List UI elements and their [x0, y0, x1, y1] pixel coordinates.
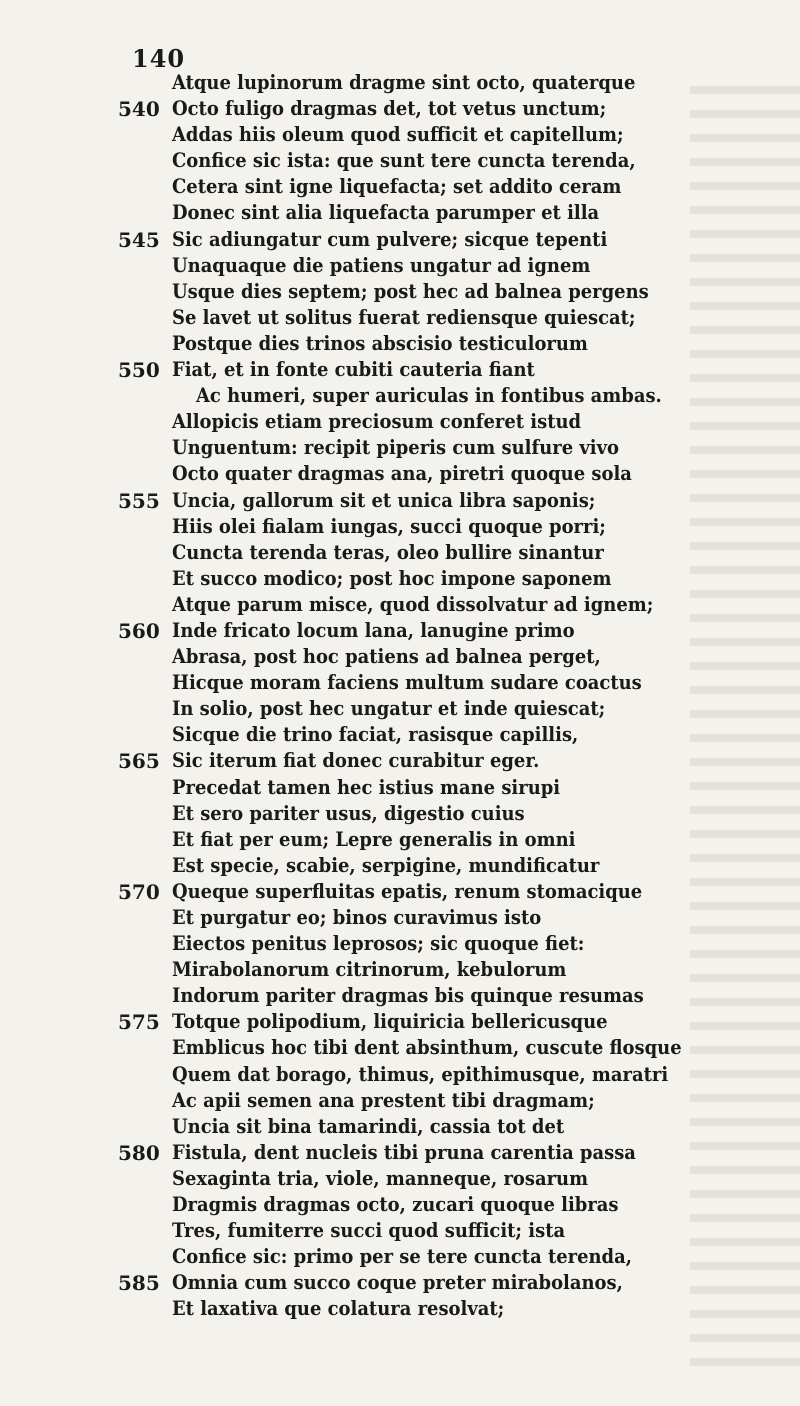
verse-text: Ac humeri, super auriculas in fontibus ambas. — [196, 384, 662, 408]
line-number: 575 — [118, 1010, 160, 1035]
verse-line — [118, 1218, 678, 1244]
verse-line — [118, 279, 678, 305]
verse-text: Et purgatur eo; binos curavimus isto — [172, 906, 542, 929]
verse-line — [118, 1296, 678, 1322]
verse-text: Se lavet ut solitus fuerat rediensque quiescat; — [172, 305, 636, 329]
verse-text: Et succo modico; post hoc impone saponem — [172, 566, 612, 590]
verse-text: Inde fricato locum lana, lanugine primo — [172, 618, 575, 642]
verse-text: Eiectos penitus leprosos; sic quoque fiet: — [172, 932, 585, 956]
verse-text: Omnia cum succo coque preter mirabolanos, — [172, 1271, 623, 1295]
verse-line — [118, 983, 678, 1009]
verse-text: Totque polipodium, liquiricia bellericusque — [172, 1010, 608, 1034]
verse-text: Est specie, scabie, serpigine, mundificatur — [172, 853, 600, 877]
verse-line — [118, 827, 678, 853]
line-number: 580 — [118, 1140, 160, 1165]
verse-text: Unaquaque die patiens ungatur ad ignem — [172, 253, 591, 277]
verse-text: Sic iterum fiat donec curabitur eger. — [172, 749, 540, 773]
verse-text: Abrasa, post hoc patiens ad balnea perget, — [172, 645, 601, 669]
verse-line — [118, 748, 678, 774]
verse-text: Dragmis dragmas octo, zucari quoque libras — [172, 1193, 619, 1217]
verse-text: Queque superfluitas epatis, renum stomacique — [172, 879, 643, 903]
verse-text: Hicque moram faciens multum sudare coactus — [172, 671, 642, 695]
verse-text: Addas hiis oleum quod sufficit et capitellum; — [172, 123, 624, 147]
verse-text: Confice sic ista: que sunt tere cuncta terenda, — [172, 149, 636, 173]
verse-text: Ac apii semen ana prestent tibi dragmam; — [172, 1088, 595, 1112]
verse-text: Octo fuligo dragmas det, tot vetus unctum; — [172, 97, 607, 121]
verse-line — [118, 514, 678, 540]
verse-text: Fiat, et in fonte cubiti cauteria fiant — [172, 358, 535, 382]
verse-line — [118, 1244, 678, 1270]
line-number: 540 — [118, 97, 160, 122]
verse-line — [118, 775, 678, 801]
verse-line — [118, 905, 678, 931]
verse-text: In solio, post hec ungatur et inde quiescat; — [172, 697, 606, 721]
verse-text: Et laxativa que colatura resolvat; — [172, 1297, 505, 1321]
verse-text: Donec sint alia liquefacta parumper et illa — [172, 201, 600, 225]
verse-line — [118, 670, 678, 696]
verse-line — [118, 644, 678, 670]
verse-line — [118, 1114, 678, 1140]
verse-line — [118, 696, 678, 722]
verse-line — [118, 879, 678, 905]
verse-text: Atque parum misce, quod dissolvatur ad ignem; — [172, 592, 654, 616]
verse-line — [118, 305, 678, 331]
line-number: 570 — [118, 879, 160, 904]
verse-line — [118, 1088, 678, 1114]
verse-line — [118, 853, 678, 879]
verse-line — [118, 331, 678, 357]
verse-line — [118, 931, 678, 957]
verse-line — [118, 383, 678, 409]
verse-line — [118, 227, 678, 253]
verse-text: Unguentum: recipit piperis cum sulfure vivo — [172, 436, 620, 460]
verse-text: Indorum pariter dragmas bis quinque resumas — [172, 984, 644, 1008]
verse-line — [118, 801, 678, 827]
verse-text: Allopicis etiam preciosum conferet istud — [172, 410, 582, 434]
verse-text: Confice sic: primo per se tere cuncta terenda, — [172, 1245, 632, 1269]
verse-column — [118, 70, 682, 1323]
verse-line — [118, 1166, 678, 1192]
page-number: 140 — [132, 44, 186, 73]
verse-text: Octo quater dragmas ana, piretri quoque sola — [172, 462, 632, 486]
verse-text: Tres, fumiterre succi quod sufficit; ista — [172, 1219, 566, 1243]
verse-text: Hiis olei fialam iungas, succi quoque porri; — [172, 514, 606, 538]
verse-text: Cetera sint igne liquefacta; set addito ceram — [172, 175, 622, 199]
verse-line — [118, 96, 678, 122]
verse-line — [118, 461, 678, 487]
verse-line — [118, 1009, 678, 1035]
verse-text: Usque dies septem; post hec ad balnea pergens — [172, 279, 649, 303]
verse-text: Quem dat borago, thimus, epithimusque, maratri — [172, 1062, 669, 1086]
verse-text: Sic adiungatur cum pulvere; sicque tepenti — [172, 227, 608, 251]
line-number: 560 — [118, 618, 160, 643]
verse-line — [118, 122, 678, 148]
bleed-through-shadow — [690, 70, 800, 1370]
verse-text: Mirabolanorum citrinorum, kebulorum — [172, 958, 567, 982]
verse-line — [118, 1270, 678, 1296]
verse-text: Et sero pariter usus, digestio cuius — [172, 801, 525, 825]
verse-text: Sexaginta tria, viole, manneque, rosarum — [172, 1166, 589, 1190]
verse-text: Uncia sit bina tamarindi, cassia tot det — [172, 1114, 565, 1138]
line-number: 555 — [118, 488, 160, 513]
verse-line — [118, 357, 678, 383]
verse-line — [118, 200, 678, 226]
verse-line — [118, 409, 678, 435]
verse-line — [118, 540, 678, 566]
verse-line — [118, 488, 678, 514]
verse-line — [118, 70, 678, 96]
verse-line — [118, 566, 678, 592]
verse-line — [118, 722, 678, 748]
verse-line — [118, 1192, 678, 1218]
verse-text: Precedat tamen hec istius mane sirupi — [172, 775, 561, 799]
verse-text: Uncia, gallorum sit et unica libra saponis; — [172, 488, 596, 512]
verse-text: Sicque die trino faciat, rasisque capillis, — [172, 723, 579, 747]
line-number: 565 — [118, 749, 160, 774]
verse-text: Et fiat per eum; Lepre generalis in omni — [172, 827, 576, 851]
verse-text: Emblicus hoc tibi dent absinthum, cuscute flosque — [172, 1036, 682, 1060]
verse-line — [118, 618, 678, 644]
verse-text: Fistula, dent nucleis tibi pruna carentia passa — [172, 1140, 636, 1164]
verse-line — [118, 1140, 678, 1166]
verse-text: Atque lupinorum dragme sint octo, quaterque — [172, 71, 636, 94]
verse-line — [118, 1035, 682, 1061]
verse-line — [118, 435, 678, 461]
verse-line — [118, 253, 678, 279]
verse-text: Postque dies trinos abscisio testiculorum — [172, 331, 588, 355]
verse-line — [118, 957, 678, 983]
verse-line — [118, 1062, 678, 1088]
verse-line — [118, 148, 678, 174]
verse-text: Cuncta terenda teras, oleo bullire sinantur — [172, 540, 604, 564]
line-number: 550 — [118, 358, 160, 383]
verse-line — [118, 592, 678, 618]
line-number: 585 — [118, 1271, 160, 1296]
verse-line — [118, 174, 678, 200]
line-number: 545 — [118, 227, 160, 252]
